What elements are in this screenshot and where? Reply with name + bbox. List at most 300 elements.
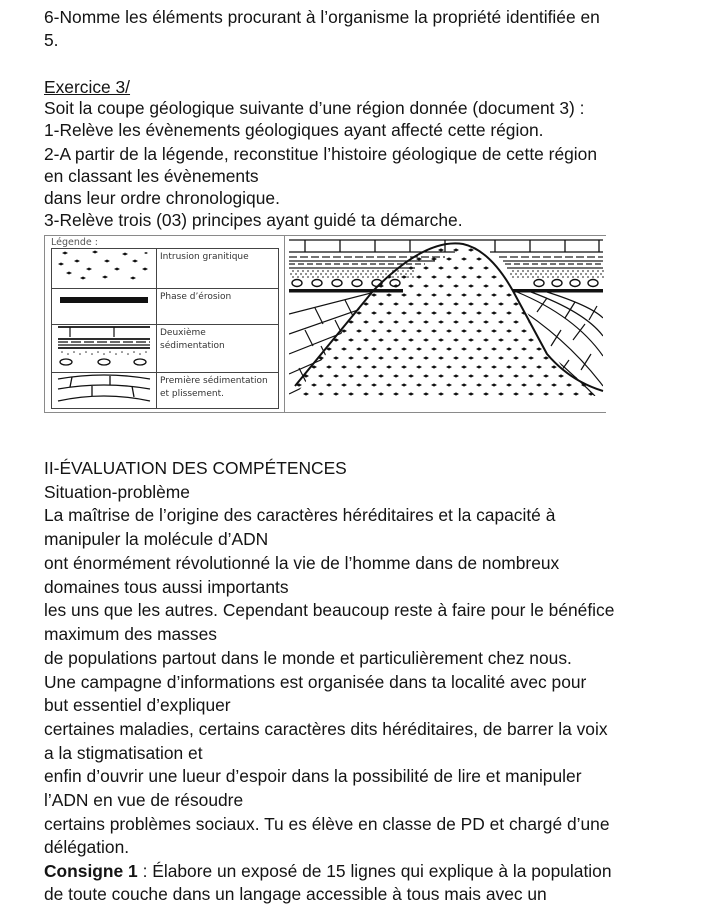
granite-cross [311,293,317,296]
granite-cross [371,347,377,350]
granite-cross [558,356,564,359]
legend-title: Légende : [51,237,98,248]
sand-grain [407,276,409,278]
granite-cross [431,311,437,314]
granite-cross [461,347,467,350]
legend-label-first-sedimentation [157,373,279,409]
granite-cross [378,392,384,395]
granite-cross [491,365,497,368]
sand-grain [295,273,297,275]
granite-cross [491,329,497,332]
granite-cross [506,257,512,260]
granite-cross [378,248,384,251]
sand-grain [385,273,387,275]
granite-cross [386,257,392,260]
granite-cross [506,329,512,332]
granite-cross [363,338,369,341]
sand-grain [315,273,317,275]
marl-layers [289,257,603,268]
sand-grain [560,273,562,275]
granite-cross [408,302,414,305]
granite-cross [333,248,339,251]
sand-grain [572,270,574,272]
folded-limestone-symbol-icon [52,373,157,409]
granite-cross [468,356,474,359]
sand-grain [530,273,532,275]
granite-cross [521,275,527,278]
granite-cross [528,248,534,251]
sand-grain [322,276,324,278]
granite-cross [378,302,384,305]
granite-cross [468,284,474,287]
granite-cross [288,338,294,341]
granite-cross [543,320,549,323]
exercise-3-title: Exercice 3/ [44,77,131,97]
sand-grain [517,270,519,272]
sand-grain [357,276,359,278]
granite-cross [393,392,399,395]
granite-cross [311,275,317,278]
granite-cross [318,248,324,251]
sand-grain [357,270,359,272]
granite-cross [453,392,459,395]
granite-cross [296,275,302,278]
granite-cross [423,338,429,341]
granite-cross [566,383,572,386]
sand-grain [537,270,539,272]
sand-grain [527,270,529,272]
granite-cross [438,302,444,305]
sand-grain [562,270,564,272]
granite-cross [371,257,377,260]
granite-cross [461,275,467,278]
granite-cross [288,356,294,359]
situation-line: a la stigmatisation et [44,743,203,763]
granite-cross [431,329,437,332]
granite-cross [573,320,579,323]
sand-grain [302,276,304,278]
sand-grain [297,276,299,278]
granite-cross [476,257,482,260]
granite-cross [423,284,429,287]
granite-cross [356,347,362,350]
granite-cross [416,311,422,314]
granite-cross [348,338,354,341]
granite-cross [558,320,564,323]
granite-cross [416,293,422,296]
granite-intrusion-outline [295,243,603,391]
question-6-line-2: 5. [44,30,59,50]
erosion-surface [289,289,603,293]
granite-cross [431,365,437,368]
granite-cross [483,248,489,251]
granite-cross [491,347,497,350]
sand-grain [532,276,534,278]
sand-grain [372,270,374,272]
granite-cross [491,257,497,260]
granite-cross [551,257,557,260]
granite-cross [468,248,474,251]
exercise-3-intro: Soit la coupe géologique suivante d’une région donnée (document 3) : [44,98,585,118]
sand-grain [297,270,299,272]
granite-cross [573,248,579,251]
granite-cross [446,365,452,368]
consigne-1-label: Consigne 1 [44,861,138,881]
granite-cross [453,338,459,341]
sand-grain [582,276,584,278]
geological-cross-section [284,235,606,413]
sand-grain [592,276,594,278]
exercise-3-question-1: 1-Relève les évènements géologiques ayant affecté cette région. [44,120,544,140]
situation-line: La maîtrise de l’origine des caractères héréditaires et la capacité à [44,505,556,525]
granite-cross [476,383,482,386]
legend-label-granite [157,249,279,289]
sand-grain [335,273,337,275]
granite-cross [468,320,474,323]
sand-grain [352,276,354,278]
granite-cross [506,275,512,278]
granite-cross [386,311,392,314]
granite-cross [401,257,407,260]
granite-cross [288,320,294,323]
granite-cross [356,365,362,368]
granite-cross [566,275,572,278]
sand-grain [597,276,599,278]
granite-cross [431,257,437,260]
granite-cross [408,248,414,251]
granite-cross [528,302,534,305]
sand-grain [352,270,354,272]
granite-cross [386,383,392,386]
sand-grain [377,276,379,278]
granite-cross [476,275,482,278]
sand-grain [317,276,319,278]
granite-cross [408,374,414,377]
granite-cross [393,338,399,341]
geological-section-document [44,235,606,413]
granite-cross [528,392,534,395]
sand-grain [402,270,404,272]
granite-cross [386,365,392,368]
sand-grain [575,273,577,275]
granite-cross [393,248,399,251]
granite-cross [303,320,309,323]
sand-grain [600,273,602,275]
granite-cross [371,329,377,332]
granite-cross [536,257,542,260]
granite-cross [333,392,339,395]
granite-cross [506,383,512,386]
exercise-3-question-2-line-2: en classant les évènements [44,166,259,186]
situation-line: de populations partout dans le monde et particulièrement chez nous. [44,648,572,668]
granite-cross [341,347,347,350]
granite-cross [356,257,362,260]
sand-grain [307,270,309,272]
granite-cross [423,302,429,305]
sand-grain [400,273,402,275]
sand-grain [312,270,314,272]
granite-cross [386,347,392,350]
situation-line: maximum des masses [44,624,217,644]
granite-cross [341,383,347,386]
legend-label-granite-text: Intrusion granitique [160,252,249,262]
sand-grain [367,270,369,272]
granite-cross [573,392,579,395]
granite-cross [491,383,497,386]
granite-cross [326,383,332,386]
granite-cross [558,374,564,377]
granite-cross [423,266,429,269]
granite-cross [378,320,384,323]
legend-label-erosion [157,289,279,325]
granite-cross [581,293,587,296]
sand-grain [512,270,514,272]
granite-cross [468,338,474,341]
sand-grain [587,270,589,272]
sand-grain [577,276,579,278]
sand-grain [322,270,324,272]
granite-cross [311,329,317,332]
sand-grain [382,276,384,278]
granite-cross [513,320,519,323]
sand-grain [382,270,384,272]
sand-grain [407,270,409,272]
sand-grain [292,276,294,278]
sand-grain [550,273,552,275]
granite-cross [438,320,444,323]
granite-cross [491,311,497,314]
sand-grain [525,273,527,275]
granite-cross [528,356,534,359]
section-2-subtitle: Situation-problème [44,482,190,502]
granite-cross [318,392,324,395]
granite-cross [416,365,422,368]
legend-label-second-sedimentation [157,325,279,373]
sand-grain [387,270,389,272]
sand-grain [395,273,397,275]
granite-cross [416,383,422,386]
granite-cross [581,257,587,260]
granite-cross [483,374,489,377]
legend-row-first-sedimentation [52,373,279,409]
granite-cross [416,347,422,350]
granite-cross [378,338,384,341]
granite-cross [438,338,444,341]
granite-cross [498,374,504,377]
sand-grain [327,270,329,272]
granite-cross [453,248,459,251]
granite-cross [401,293,407,296]
granite-cross [348,392,354,395]
granite-cross [588,248,594,251]
granite-cross [483,356,489,359]
granite-cross [543,248,549,251]
sand-grain [342,276,344,278]
granite-cross [341,365,347,368]
granite-symbol-icon [52,249,157,289]
sand-grain [562,276,564,278]
sand-grain [412,276,414,278]
sand-grain [522,270,524,272]
granite-cross [506,311,512,314]
granite-cross [566,329,572,332]
legend-box [44,235,286,413]
sand-grain [320,273,322,275]
granite-cross [431,293,437,296]
granite-cross [588,374,594,377]
granite-cross [333,374,339,377]
granite-cross [468,302,474,305]
granite-cross [341,275,347,278]
granite-cross [498,356,504,359]
granite-cross [513,392,519,395]
consigne-1 [44,860,612,882]
granite-cross [438,248,444,251]
situation-line: certaines maladies, certains caractères dits héréditaires, de barrer la voix [44,719,608,739]
granite-cross [581,311,587,314]
granite-cross [513,248,519,251]
granite-cross [476,293,482,296]
granite-cross [416,275,422,278]
legend-row-erosion [52,289,279,325]
exercise-3-question-2-line-3: dans leur ordre chronologique. [44,188,280,208]
granite-cross [468,392,474,395]
granite-cross [371,311,377,314]
granite-cross [363,356,369,359]
granite-cross [303,356,309,359]
granite-cross [498,320,504,323]
sand-grain [602,276,604,278]
sand-grain [532,270,534,272]
granite-cross [506,293,512,296]
granite-cross [423,356,429,359]
granite-intrusion [288,248,602,395]
granite-cross [371,383,377,386]
sand-grain [522,276,524,278]
granite-cross [461,293,467,296]
granite-cross [386,329,392,332]
granite-cross [446,329,452,332]
sand-grain [355,273,357,275]
cross-section-drawing [285,236,606,412]
granite-cross [558,248,564,251]
granite-cross [303,392,309,395]
granite-cross [461,329,467,332]
granite-cross [326,365,332,368]
sand-grain [602,270,604,272]
granite-cross [378,356,384,359]
granite-cross [326,329,332,332]
granite-cross [393,374,399,377]
sand-grain [340,273,342,275]
sand-grain [555,273,557,275]
granite-cross [461,383,467,386]
sand-grain [367,276,369,278]
granite-cross [348,302,354,305]
granite-cross [476,365,482,368]
granite-cross [476,347,482,350]
granite-cross [566,365,572,368]
situation-line: manipuler la molécule d’ADN [44,529,269,549]
granite-cross [528,338,534,341]
granite-cross [453,356,459,359]
situation-line: but essentiel d’expliquer [44,695,231,715]
granite-cross [446,257,452,260]
granite-cross [363,284,369,287]
granite-cross [498,302,504,305]
situation-line: domaines tous aussi importants [44,577,289,597]
granite-cross [326,257,332,260]
granite-cross [348,374,354,377]
granite-cross [483,266,489,269]
granite-cross [506,365,512,368]
sand-grain [557,270,559,272]
granite-cross [446,311,452,314]
granite-cross [303,302,309,305]
granite-cross [543,392,549,395]
granite-cross [461,257,467,260]
granite-cross [393,356,399,359]
granite-cross [333,356,339,359]
legend-table [51,248,279,409]
section-2-title: II-ÉVALUATION DES COMPÉTENCES [44,458,347,478]
granite-cross [408,356,414,359]
sand-grain [350,273,352,275]
granite-cross [446,347,452,350]
situation-line: ont énormément révolutionné la vie de l’homme dans de nombreux [44,553,560,573]
sand-grain [292,270,294,272]
sand-grain [577,270,579,272]
granite-cross [483,320,489,323]
situation-line: Une campagne d’informations est organisée dans ta localité avec pour [44,672,587,692]
granite-cross [536,365,542,368]
granite-cross [521,383,527,386]
sand-grain [347,270,349,272]
sand-grain [380,273,382,275]
sand-grain [565,273,567,275]
granite-cross [438,356,444,359]
granite-cross [543,356,549,359]
sand-grain [542,276,544,278]
granite-cross [431,383,437,386]
granite-cross [401,383,407,386]
granite-cross [408,320,414,323]
granite-cross [288,302,294,305]
granite-cross [558,392,564,395]
granite-cross [371,365,377,368]
granite-cross [438,392,444,395]
granite-cross [363,320,369,323]
granite-cross [513,338,519,341]
sand-grain [307,276,309,278]
sand-grain [312,276,314,278]
sand-grain [572,276,574,278]
granite-cross [401,275,407,278]
second-sedimentation-symbol-icon [52,325,157,373]
granite-cross [401,329,407,332]
sand-grain [370,273,372,275]
granite-cross [468,374,474,377]
legend-label-first-sedimentation-line-1: Première sédimentation [160,376,268,386]
granite-cross [311,383,317,386]
sand-grain [342,270,344,272]
granite-cross [348,356,354,359]
sand-grain [517,276,519,278]
granite-cross [296,293,302,296]
granite-cross [521,365,527,368]
granite-cross [491,275,497,278]
granite-cross [596,365,602,368]
